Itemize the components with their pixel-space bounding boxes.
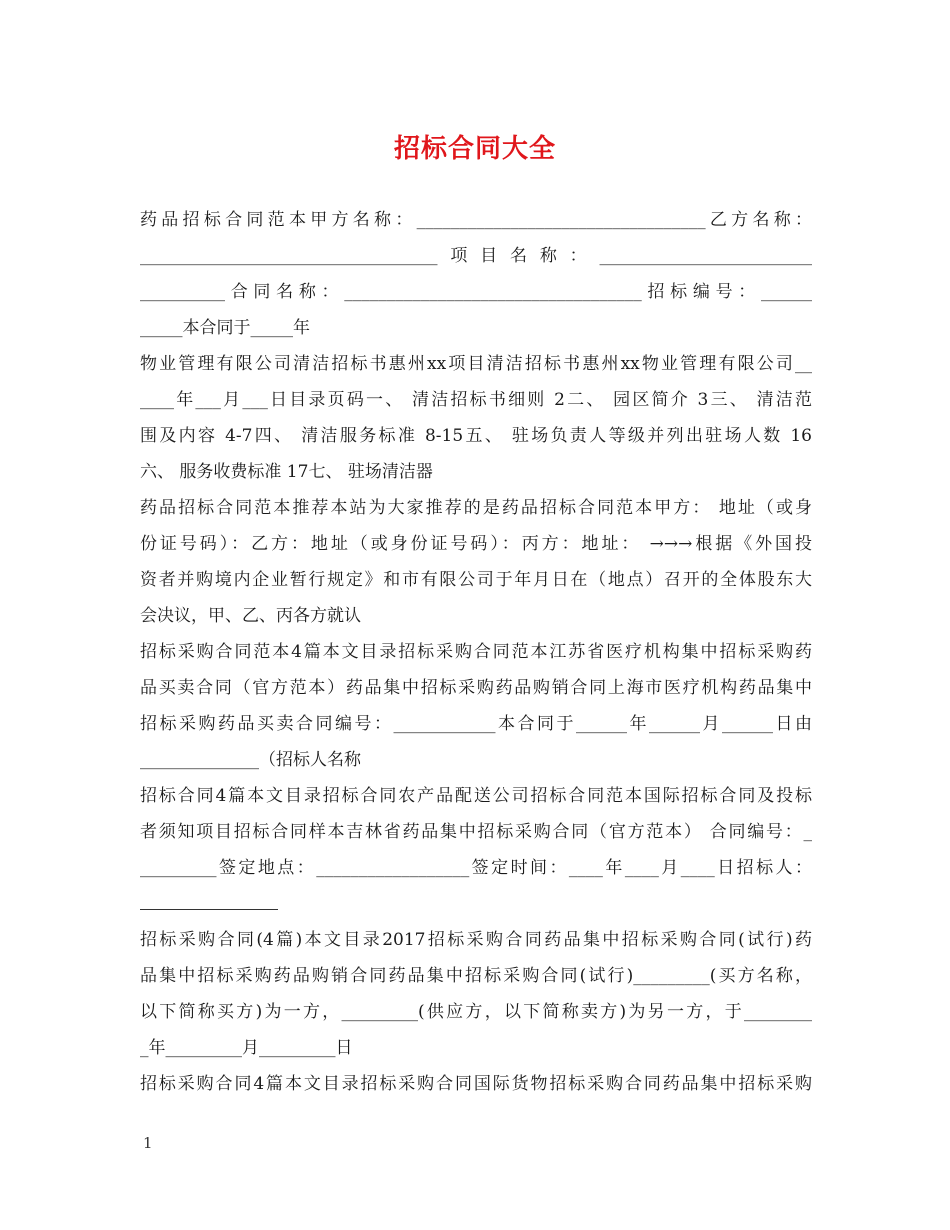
text-line: _________签定地点：__________________签定时间：____年____月____日招标人： [140, 858, 812, 878]
text-line: 物业管理有限公司清洁招标书惠州xx项目清洁招标书惠州xx物业管理有限公司__ [140, 354, 812, 374]
text-line: ___________________________________项目名称：_________________________ [140, 246, 812, 266]
text-line: 六、 服务收费标准 17七、 驻场清洁器 [140, 462, 433, 482]
text-line: 招标采购合同(4篇)本文目录2017招标采购合同药品集中招标采购合同(试行)药 [140, 930, 812, 950]
document-body [140, 202, 812, 1102]
text-line: 招标采购合同4篇本文目录招标采购合同国际货物招标采购合同药品集中招标采购 [140, 1074, 812, 1094]
text-line: 者须知项目招标合同样本吉林省药品集中招标采购合同（官方范本） 合同编号：_ [140, 822, 812, 842]
text-line: 药品招标合同范本推荐本站为大家推荐的是药品招标合同范本甲方： 地址（或身 [140, 498, 812, 518]
signature-blank-line [140, 886, 812, 922]
text-line: _____本合同于_____年 [140, 318, 310, 338]
text-line: 围及内容 4-7四、 清洁服务标准 8-15五、 驻场负责人等级并列出驻场人数 16 [140, 426, 812, 446]
text-line: ______________（招标人名称 [140, 750, 361, 770]
text-line: ____年___月___日目录页码一、 清洁招标书细则 2二、 园区简介 3三、 清洁范 [140, 390, 812, 410]
text-line: 招标采购药品买卖合同编号：____________本合同于______年______月______日由 [140, 714, 812, 734]
text-line: 药品招标合同范本甲方名称：__________________________________乙方名称： [140, 210, 812, 230]
text-line: 会决议，甲、乙、丙各方就认 [140, 606, 361, 626]
text-line: 品集中招标采购药品购销合同药品集中招标采购合同(试行)_________(买方名称， [140, 966, 812, 986]
document-title: 招标合同大全 [393, 134, 556, 164]
page-number: 1 [143, 1134, 153, 1152]
text-line: 资者并购境内企业暂行规定》和市有限公司于年月日在（地点）召开的全体股东大 [140, 570, 812, 590]
text-line: 份证号码）：乙方：地址（或身份证号码）：丙方：地址： →→→根据《外国投 [140, 534, 812, 554]
text-line: _年_________月_________日 [140, 1038, 353, 1058]
text-line: 以下简称买方)为一方，_________(供应方，以下简称卖方)为另一方，于________ [140, 1002, 812, 1022]
text-line: 招标采购合同范本4篇本文目录招标采购合同范本江苏省医疗机构集中招标采购药 [140, 642, 812, 662]
text-line: 品买卖合同（官方范本）药品集中招标采购药品购销合同上海市医疗机构药品集中 [140, 678, 812, 698]
text-line: 招标合同4篇本文目录招标合同农产品配送公司招标合同范本国际招标合同及投标 [140, 786, 812, 806]
text-line: __________合同名称：___________________________________招标编号：______ [140, 282, 812, 302]
